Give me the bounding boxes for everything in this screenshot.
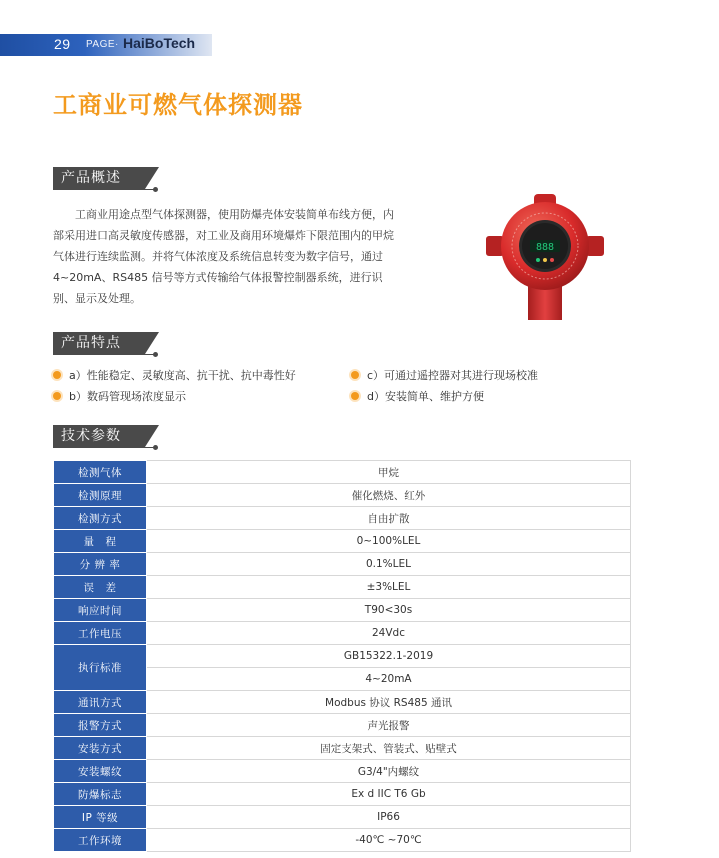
feature-item	[53, 367, 296, 383]
spec-value: Ex d IIC T6 Gb	[147, 783, 631, 806]
table-row	[54, 714, 631, 737]
spec-key: 检测原理	[54, 484, 147, 507]
brand-name: HaiBoTech	[123, 35, 196, 51]
table-row	[54, 484, 631, 507]
spec-key: 执行标准	[54, 645, 147, 691]
section-tab-triangle	[145, 332, 159, 354]
spec-key: 防爆标志	[54, 783, 147, 806]
spec-key: 通讯方式	[54, 691, 147, 714]
spec-key: 响应时间	[54, 599, 147, 622]
page-number: 29	[54, 36, 71, 52]
section-label-specs: 技术参数	[53, 425, 145, 447]
spec-key: 工作电压	[54, 622, 147, 645]
spec-key: 量 程	[54, 530, 147, 553]
feature-text: d）安装简单、维护方便	[367, 390, 484, 403]
spec-value: 甲烷	[147, 461, 631, 484]
table-row	[54, 829, 631, 852]
section-underline-dot	[153, 352, 158, 357]
spec-key: 安装方式	[54, 737, 147, 760]
feature-item	[351, 388, 484, 404]
spec-value: 催化燃烧、红外	[147, 484, 631, 507]
spec-value: 声光报警	[147, 714, 631, 737]
table-row	[54, 507, 631, 530]
section-underline-dot	[153, 187, 158, 192]
table-row	[54, 760, 631, 783]
table-row	[54, 599, 631, 622]
spec-value: -40℃ ~70℃	[147, 829, 631, 852]
spec-value: GB15322.1-2019	[147, 645, 631, 668]
spec-value: IP66	[147, 806, 631, 829]
section-label-features: 产品特点	[53, 332, 145, 354]
spec-key: 安装螺纹	[54, 760, 147, 783]
table-row	[54, 691, 631, 714]
table-row	[54, 622, 631, 645]
table-row	[54, 461, 631, 484]
spec-value: 固定支架式、管装式、贴壁式	[147, 737, 631, 760]
section-underline	[53, 189, 156, 190]
feature-text: a）性能稳定、灵敏度高、抗干扰、抗中毒性好	[69, 369, 296, 382]
gas-detector-image	[480, 190, 610, 320]
gas-detector-illustration	[480, 190, 610, 320]
bullet-icon	[53, 392, 61, 400]
table-row	[54, 553, 631, 576]
spec-key: 检测气体	[54, 461, 147, 484]
spec-value: 24Vdc	[147, 622, 631, 645]
bullet-icon	[351, 392, 359, 400]
spec-value: Modbus 协议 RS485 通讯	[147, 691, 631, 714]
section-label-overview: 产品概述	[53, 167, 145, 189]
spec-key: 检测方式	[54, 507, 147, 530]
spec-key: 报警方式	[54, 714, 147, 737]
feature-item	[351, 367, 538, 383]
spec-value: 4~20mA	[147, 668, 631, 691]
table-row	[54, 783, 631, 806]
feature-text: c）可通过遥控器对其进行现场校准	[367, 369, 539, 382]
spec-key: IP 等级	[54, 806, 147, 829]
feature-text: b）数码管现场浓度显示	[69, 390, 186, 403]
table-row	[54, 530, 631, 553]
spec-value: 自由扩散	[147, 507, 631, 530]
spec-value: T90<30s	[147, 599, 631, 622]
table-row	[54, 737, 631, 760]
table-row	[54, 576, 631, 599]
section-tab-triangle	[145, 167, 159, 189]
spec-value: 0.1%LEL	[147, 553, 631, 576]
feature-item	[53, 388, 186, 404]
page-word: PAGE·	[86, 39, 119, 50]
table-row	[54, 645, 631, 668]
page-word-text: PAGE	[86, 39, 116, 50]
spec-key: 工作环境	[54, 829, 147, 852]
spec-value: G3/4"内螺纹	[147, 760, 631, 783]
overview-text: 工商业用途点型气体探测器，使用防爆壳体安装简单布线方便，内部采用进口高灵敏度传感器，对工业及商用环境爆炸下限范围内的甲烷气体进行连续监测。并将气体浓度及系统信息转变为数字信号，通过 4~20mA、RS485 信号等方式传输给气体报警控制器系统，进行识别、显示及处理。	[53, 208, 394, 305]
page-title: 工商业可燃气体探测器	[53, 91, 303, 119]
section-underline	[53, 447, 156, 448]
spec-key: 误 差	[54, 576, 147, 599]
bullet-icon	[53, 371, 61, 379]
table-row	[54, 806, 631, 829]
spec-value: ±3%LEL	[147, 576, 631, 599]
section-underline	[53, 354, 156, 355]
display-reading: 888	[535, 242, 555, 253]
section-underline-dot	[153, 445, 158, 450]
spec-table	[53, 460, 631, 852]
bullet-icon	[351, 371, 359, 379]
section-tab-triangle	[145, 425, 159, 447]
spec-value: 0~100%LEL	[147, 530, 631, 553]
spec-key: 分 辨 率	[54, 553, 147, 576]
